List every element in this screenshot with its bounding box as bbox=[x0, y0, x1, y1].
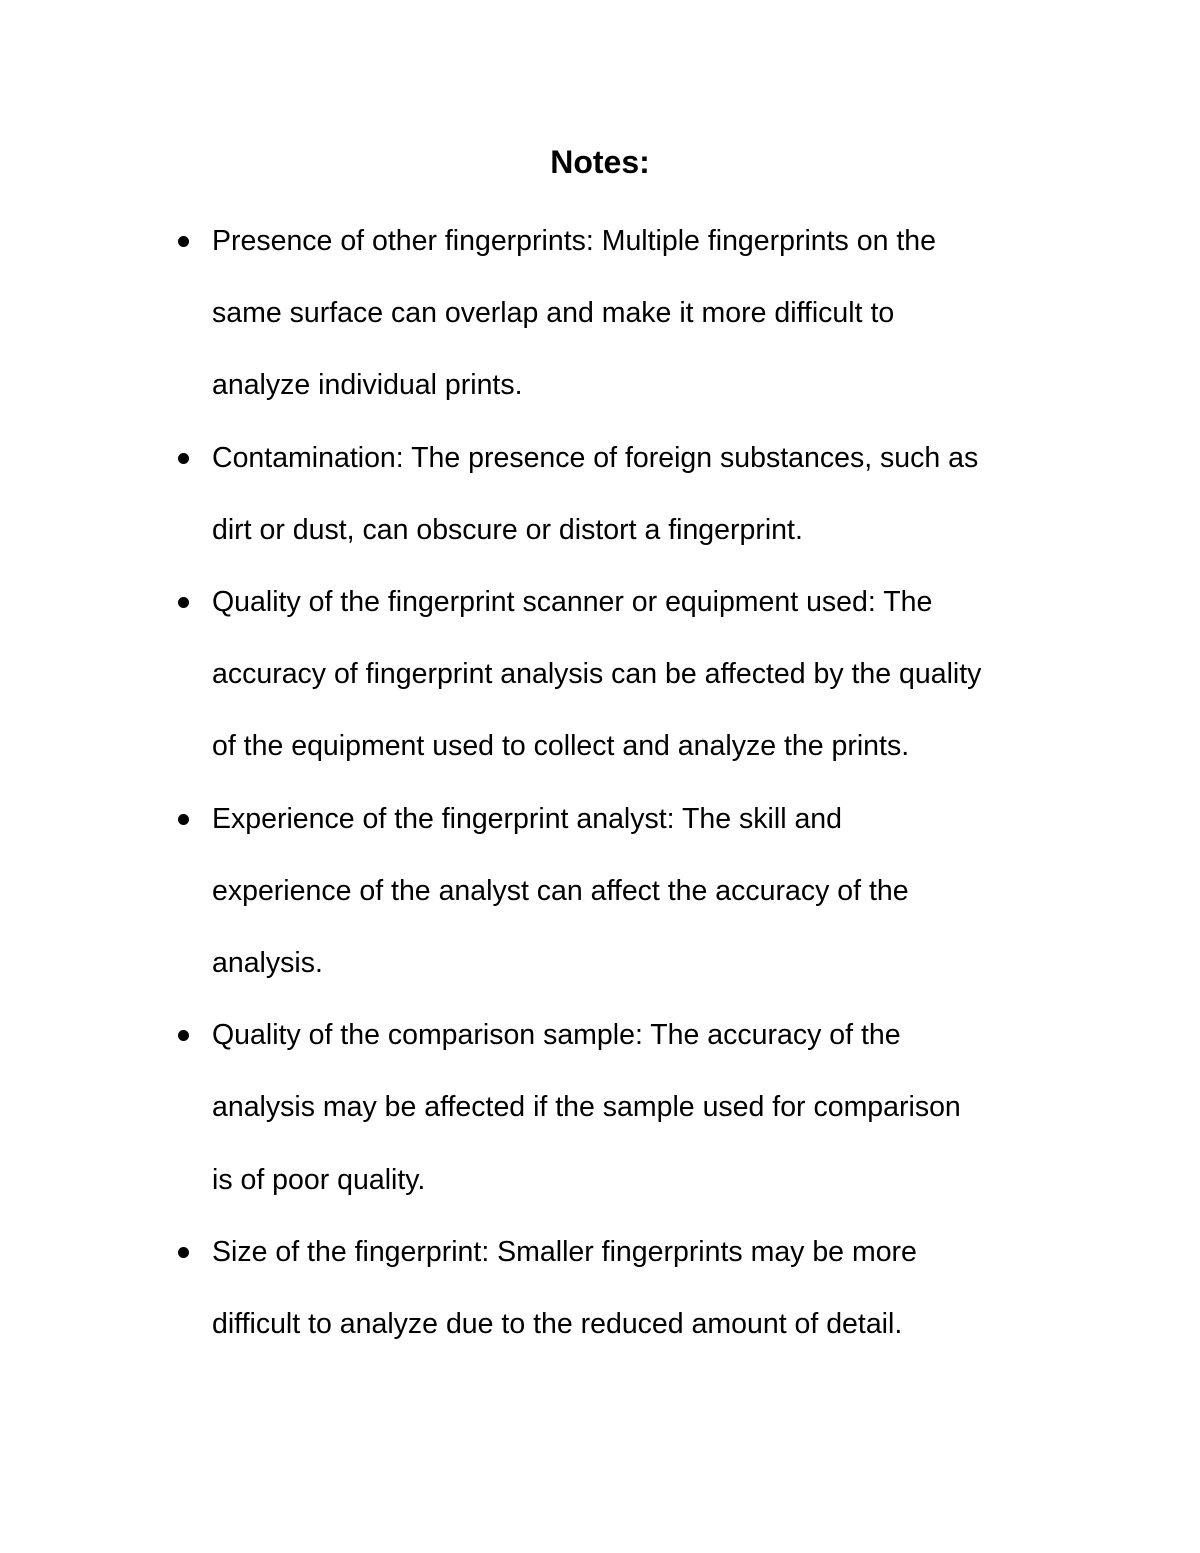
list-item-line: Contamination: The presence of foreign substances, such as bbox=[212, 441, 979, 474]
list-item-line: Presence of other fingerprints: Multiple fingerprints on the bbox=[212, 225, 936, 257]
list-item bbox=[212, 999, 1072, 1216]
page-title: Notes: bbox=[550, 144, 650, 180]
list-item bbox=[212, 566, 1072, 783]
bullet-icon bbox=[178, 814, 189, 825]
bullet-icon bbox=[178, 453, 189, 464]
list-item-line: analysis may be affected if the sample used for comparison bbox=[212, 1091, 961, 1124]
notes-list bbox=[212, 205, 1072, 1360]
list-item-line: same surface can overlap and make it more difficult to bbox=[212, 297, 895, 330]
bullet-icon bbox=[178, 1030, 189, 1041]
list-item-line: Quality of the comparison sample: The accuracy of the bbox=[212, 1019, 901, 1052]
list-item-line: Quality of the fingerprint scanner or equipment used: The bbox=[212, 586, 933, 619]
list-item-line: Experience of the fingerprint analyst: The skill and bbox=[212, 802, 842, 835]
list-item-line: is of poor quality. bbox=[212, 1163, 426, 1196]
list-item-line: Size of the fingerprint: Smaller fingerprints may be more bbox=[212, 1235, 917, 1268]
list-item bbox=[212, 422, 1072, 566]
list-item-line: difficult to analyze due to the reduced amount of detail. bbox=[212, 1308, 903, 1341]
list-item-line: of the equipment used to collect and analyze the prints. bbox=[212, 730, 910, 763]
bullet-icon bbox=[178, 236, 189, 247]
list-item bbox=[212, 205, 1072, 422]
list-item-line: dirt or dust, can obscure or distort a fingerprint. bbox=[212, 513, 803, 546]
list-item bbox=[212, 1216, 1072, 1360]
list-item-line: accuracy of fingerprint analysis can be affected by the quality bbox=[212, 658, 982, 691]
list-item-line: analyze individual prints. bbox=[212, 369, 523, 402]
list-item bbox=[212, 783, 1072, 1000]
list-item-line: analysis. bbox=[212, 947, 323, 980]
bullet-icon bbox=[178, 597, 189, 608]
list-item-line: experience of the analyst can affect the accuracy of the bbox=[212, 874, 909, 907]
bullet-icon bbox=[178, 1247, 189, 1258]
